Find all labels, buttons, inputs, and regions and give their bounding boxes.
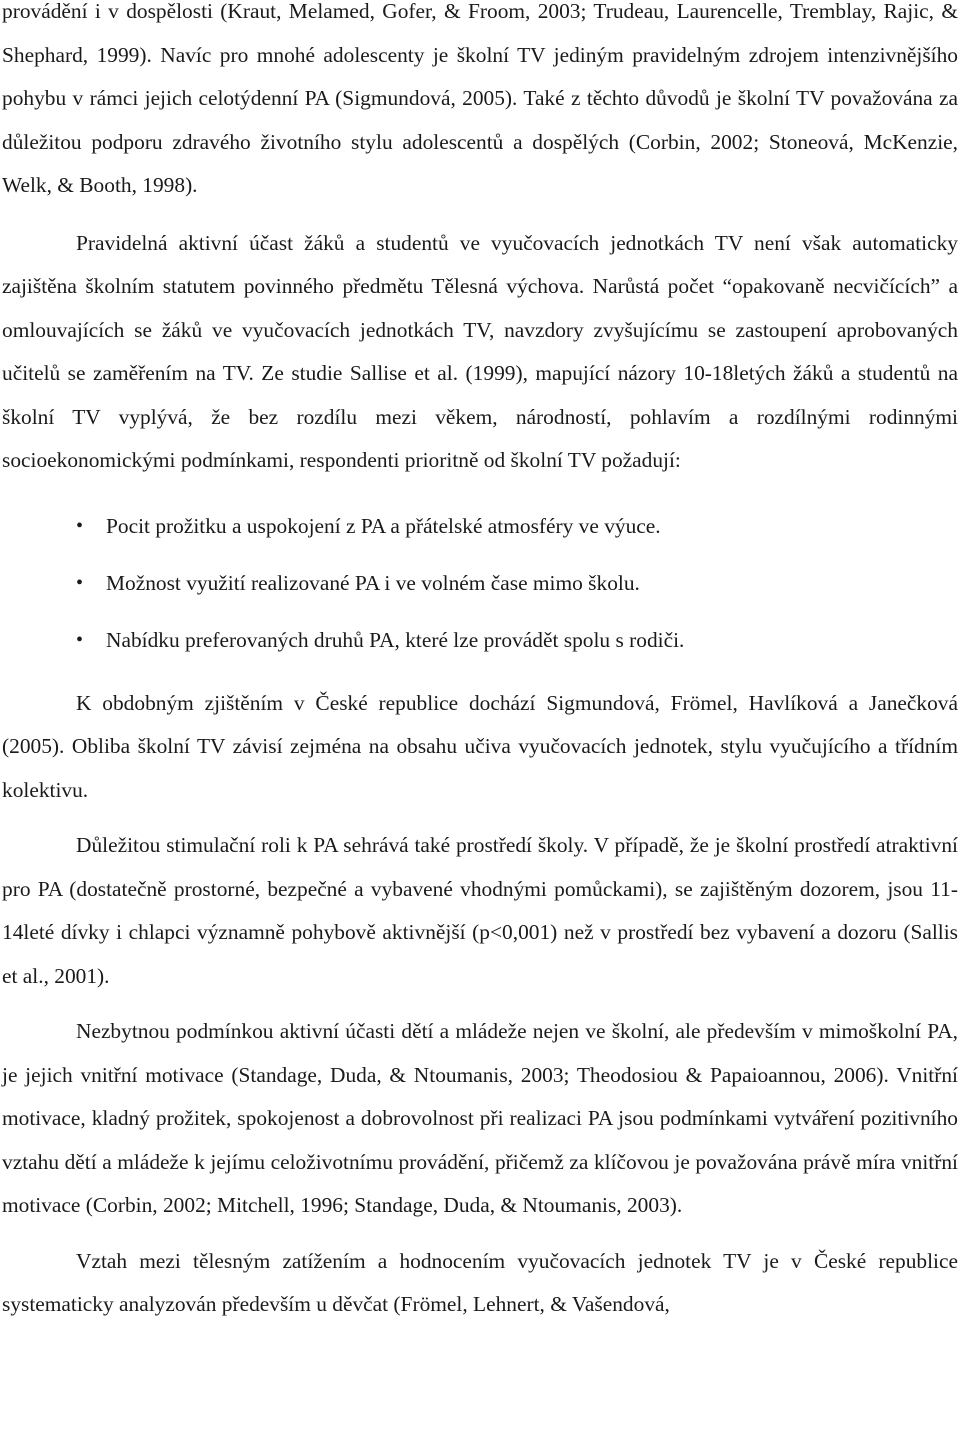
list-item-text: Pocit prožitku a uspokojení z PA a přátelské atmosféry ve výuce. — [106, 513, 661, 538]
list-item — [2, 498, 958, 555]
list-item — [2, 612, 958, 669]
paragraph-czech-findings: K obdobným zjištěním v České republice dochází Sigmundová, Frömel, Havlíková a Janečková (2005). Obliba školní TV závisí zejména na obsahu učiva vyučovacích jednotek, stylu vyučujícího a třídním kolektivu. — [2, 690, 958, 802]
paragraph-school-environment: Důležitou stimulační roli k PA sehrává také prostředí školy. V případě, že je školní prostředí atraktivní pro PA (dostatečně prostorné, bezpečné a vybavené vhodnými pomůckami), se zajištěným dozorem, jsou 11-14leté dívky i chlapci významně pohybově aktivnější (p<0,001) než v prostředí bez vybavení a dozoru (Sallis et al., 2001). — [2, 833, 958, 988]
list-item — [2, 555, 958, 612]
bullet-icon: • — [76, 628, 84, 651]
bullet-icon: • — [76, 571, 84, 594]
paragraph-intrinsic-motivation: Nezbytnou podmínkou aktivní účasti dětí a mládeže nejen ve školní, ale především v mimoškolní PA, je jejich vnitřní motivace (Standage, Duda, & Ntoumanis, 2003; Theodosiou & Papaioannou, 2006). Vnitřní motivace, kladný prožitek, spokojenost a dobrovolnost při realizaci PA jsou podmínkami vytváření pozitivního vztahu dětí a mládeže k jejímu celoživotnímu provádění, přičemž za klíčovou je považována právě míra vnitřní motivace (Corbin, 2002; Mitchell, 1996; Standage, Duda, & Ntoumanis, 2003). — [2, 1019, 958, 1217]
list-item-text: Nabídku preferovaných druhů PA, které lze provádět spolu s rodiči. — [106, 627, 685, 652]
paragraph-participation: Pravidelná aktivní účast žáků a studentů ve vyučovacích jednotkách TV není však automaticky zajištěna školním statutem povinného předmětu Tělesná výchova. Narůstá počet “opakovaně necvičících” a omlouvajících se žáků ve vyučovacích jednotkách TV, navzdory zvyšujícímu se zastoupení aprobovaných učitelů se zaměřením na TV. Ze studie Sallise et al. (1999), mapující názory 10-18letých žáků a studentů na školní TV vyplývá, že bez rozdílu mezi věkem, národností, pohlavím a rozdílnými rodinnými socioekonomickými podmínkami, respondenti prioritně od školní TV požadují: — [2, 230, 958, 472]
paragraph-continuation: provádění i v dospělosti (Kraut, Melamed, Gofer, & Froom, 2003; Trudeau, Laurencelle, Tremblay, Rajic, & Shephard, 1999). Navíc pro mnohé adolescenty je školní TV jediným pravidelným zdrojem intenzivnějšího pohybu v rámci jejich celotýdenní PA (Sigmundová, 2005). Také z těchto důvodů je školní TV považována za důležitou podporu zdravého životního stylu adolescentů a dospělých (Corbin, 2002; Stoneová, McKenzie, Welk, & Booth, 1998). — [2, 0, 958, 197]
requirements-list — [2, 498, 958, 669]
list-item-text: Možnost využití realizované PA i ve volném čase mimo školu. — [106, 570, 640, 595]
bullet-icon: • — [76, 514, 84, 537]
paragraph-load-evaluation: Vztah mezi tělesným zatížením a hodnocením vyučovacích jednotek TV je v České republice systematicky analyzován především u děvčat (Frömel, Lehnert, & Vašendová, — [2, 1248, 958, 1316]
